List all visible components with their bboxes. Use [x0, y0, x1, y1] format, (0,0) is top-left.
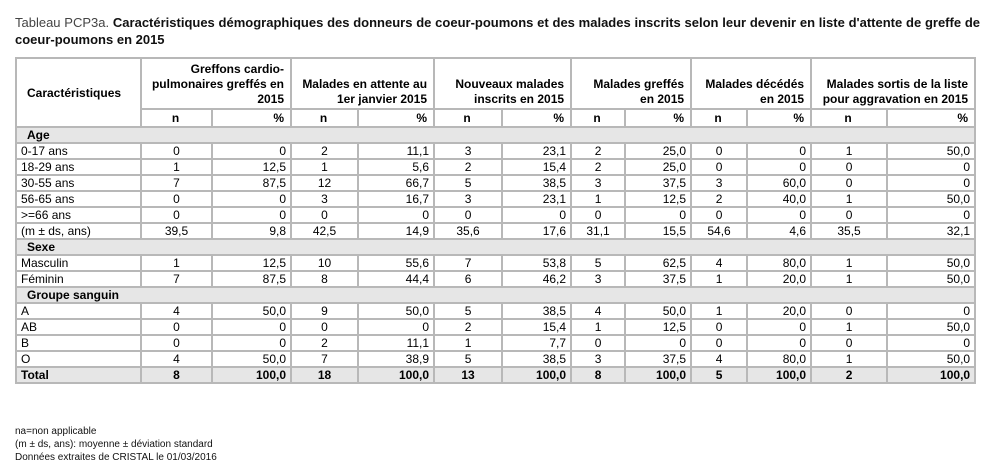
cell-n: 4: [141, 351, 212, 367]
cell-n: 1: [811, 143, 887, 159]
table-row: [16, 255, 975, 271]
cell-percent: 0: [887, 335, 975, 351]
cell-n: 35,6: [434, 223, 502, 239]
cell-n: 2: [811, 367, 887, 383]
section-title: Groupe sanguin: [16, 287, 975, 303]
cell-n: 8: [291, 271, 358, 287]
cell-percent: 0: [212, 191, 291, 207]
cell-n: 18: [291, 367, 358, 383]
cell-percent: 50,0: [212, 303, 291, 319]
cell-percent: 7,7: [502, 335, 571, 351]
cell-percent: 0: [212, 335, 291, 351]
cell-n: 0: [811, 335, 887, 351]
row-label: A: [16, 303, 141, 319]
cell-percent: 12,5: [212, 255, 291, 271]
cell-percent: 37,5: [625, 351, 691, 367]
cell-percent: 0: [212, 319, 291, 335]
row-label: Total: [16, 367, 141, 383]
cell-n: 0: [141, 143, 212, 159]
cell-percent: 80,0: [747, 351, 811, 367]
cell-percent: 100,0: [502, 367, 571, 383]
cell-n: 8: [141, 367, 212, 383]
cell-percent: 12,5: [625, 319, 691, 335]
subheader-n: n: [434, 109, 502, 127]
table-row: [16, 271, 975, 287]
header-group: Nouveaux malades inscrits en 2015: [434, 58, 571, 109]
cell-n: 5: [571, 255, 625, 271]
cell-n: 7: [141, 175, 212, 191]
row-label: 18-29 ans: [16, 159, 141, 175]
cell-n: 3: [571, 175, 625, 191]
cell-n: 10: [291, 255, 358, 271]
cell-percent: 0: [358, 207, 434, 223]
cell-percent: 12,5: [212, 159, 291, 175]
cell-n: 2: [691, 191, 747, 207]
cell-n: 7: [291, 351, 358, 367]
cell-n: 9: [291, 303, 358, 319]
cell-n: 1: [811, 255, 887, 271]
cell-percent: 15,4: [502, 319, 571, 335]
cell-n: 1: [811, 191, 887, 207]
cell-percent: 80,0: [747, 255, 811, 271]
cell-n: 0: [811, 159, 887, 175]
row-label: O: [16, 351, 141, 367]
cell-percent: 0: [747, 207, 811, 223]
header-group: Malades sortis de la liste pour aggravation en 2015: [811, 58, 975, 109]
row-label: 30-55 ans: [16, 175, 141, 191]
cell-percent: 100,0: [747, 367, 811, 383]
cell-n: 12: [291, 175, 358, 191]
cell-percent: 50,0: [358, 303, 434, 319]
cell-n: 3: [691, 175, 747, 191]
cell-n: 4: [691, 351, 747, 367]
cell-n: 5: [434, 351, 502, 367]
cell-percent: 0: [212, 207, 291, 223]
cell-percent: 25,0: [625, 159, 691, 175]
cell-percent: 50,0: [887, 191, 975, 207]
cell-n: 39,5: [141, 223, 212, 239]
cell-percent: 12,5: [625, 191, 691, 207]
section-row: [16, 287, 975, 303]
cell-n: 0: [811, 303, 887, 319]
cell-n: 0: [811, 175, 887, 191]
header-row: [16, 58, 975, 109]
cell-percent: 11,1: [358, 143, 434, 159]
subheader-n: n: [291, 109, 358, 127]
cell-n: 35,5: [811, 223, 887, 239]
cell-n: 5: [434, 303, 502, 319]
section-row: [16, 127, 975, 143]
cell-percent: 38,5: [502, 351, 571, 367]
cell-percent: 100,0: [212, 367, 291, 383]
cell-n: 2: [571, 143, 625, 159]
subheader-percent: %: [625, 109, 691, 127]
footnote: Données extraites de CRISTAL le 01/03/2016: [15, 452, 217, 463]
cell-percent: 20,0: [747, 271, 811, 287]
cell-n: 0: [691, 335, 747, 351]
subheader-percent: %: [212, 109, 291, 127]
subheader-n: n: [691, 109, 747, 127]
subheader-percent: %: [747, 109, 811, 127]
cell-n: 0: [141, 191, 212, 207]
cell-n: 3: [291, 191, 358, 207]
header-group: Malades greffés en 2015: [571, 58, 691, 109]
cell-percent: 23,1: [502, 191, 571, 207]
cell-n: 1: [141, 255, 212, 271]
subheader-n: n: [141, 109, 212, 127]
cell-n: 2: [434, 319, 502, 335]
cell-percent: 0: [887, 303, 975, 319]
cell-n: 0: [691, 159, 747, 175]
cell-percent: 40,0: [747, 191, 811, 207]
cell-percent: 66,7: [358, 175, 434, 191]
cell-percent: 87,5: [212, 271, 291, 287]
cell-percent: 38,9: [358, 351, 434, 367]
cell-n: 8: [571, 367, 625, 383]
cell-n: 5: [691, 367, 747, 383]
table-row: [16, 207, 975, 223]
cell-percent: 100,0: [358, 367, 434, 383]
cell-n: 6: [434, 271, 502, 287]
cell-percent: 50,0: [887, 319, 975, 335]
cell-n: 2: [571, 159, 625, 175]
cell-n: 0: [141, 319, 212, 335]
row-label: B: [16, 335, 141, 351]
section-row: [16, 239, 975, 255]
cell-percent: 37,5: [625, 271, 691, 287]
cell-percent: 17,6: [502, 223, 571, 239]
cell-percent: 60,0: [747, 175, 811, 191]
cell-percent: 37,5: [625, 175, 691, 191]
cell-n: 3: [434, 191, 502, 207]
table-row: [16, 335, 975, 351]
cell-n: 1: [291, 159, 358, 175]
cell-percent: 20,0: [747, 303, 811, 319]
table-row: [16, 351, 975, 367]
cell-percent: 0: [502, 207, 571, 223]
cell-n: 3: [571, 271, 625, 287]
cell-percent: 50,0: [212, 351, 291, 367]
cell-percent: 44,4: [358, 271, 434, 287]
row-label: >=66 ans: [16, 207, 141, 223]
cell-percent: 11,1: [358, 335, 434, 351]
cell-percent: 16,7: [358, 191, 434, 207]
cell-percent: 32,1: [887, 223, 975, 239]
cell-percent: 9,8: [212, 223, 291, 239]
cell-percent: 0: [887, 159, 975, 175]
cell-n: 1: [811, 351, 887, 367]
cell-percent: 50,0: [887, 255, 975, 271]
section-title: Age: [16, 127, 975, 143]
cell-percent: 38,5: [502, 303, 571, 319]
cell-n: 4: [141, 303, 212, 319]
header-group: Malades décédés en 2015: [691, 58, 811, 109]
cell-n: 1: [691, 303, 747, 319]
cell-percent: 100,0: [625, 367, 691, 383]
row-label: (m ± ds, ans): [16, 223, 141, 239]
section-title: Sexe: [16, 239, 975, 255]
cell-percent: 53,8: [502, 255, 571, 271]
cell-percent: 50,0: [887, 143, 975, 159]
cell-percent: 0: [625, 335, 691, 351]
subheader-row: [16, 109, 975, 127]
subheader-percent: %: [887, 109, 975, 127]
cell-n: 2: [434, 159, 502, 175]
row-label: Féminin: [16, 271, 141, 287]
table-title: [15, 14, 980, 48]
cell-percent: 0: [747, 335, 811, 351]
cell-percent: 14,9: [358, 223, 434, 239]
cell-n: 1: [811, 271, 887, 287]
table-number: Tableau PCP3a.: [15, 15, 110, 30]
cell-n: 0: [691, 319, 747, 335]
cell-n: 1: [571, 191, 625, 207]
table-row: [16, 303, 975, 319]
cell-percent: 0: [212, 143, 291, 159]
cell-percent: 5,6: [358, 159, 434, 175]
cell-n: 4: [691, 255, 747, 271]
cell-percent: 50,0: [887, 271, 975, 287]
cell-n: 0: [691, 143, 747, 159]
subheader-n: n: [811, 109, 887, 127]
total-row: [16, 367, 975, 383]
cell-n: 31,1: [571, 223, 625, 239]
cell-percent: 15,5: [625, 223, 691, 239]
cell-n: 1: [571, 319, 625, 335]
cell-percent: 0: [747, 143, 811, 159]
cell-n: 54,6: [691, 223, 747, 239]
table-row: [16, 143, 975, 159]
cell-n: 4: [571, 303, 625, 319]
cell-percent: 15,4: [502, 159, 571, 175]
cell-n: 3: [434, 143, 502, 159]
cell-percent: 0: [747, 319, 811, 335]
table-row: [16, 159, 975, 175]
cell-percent: 62,5: [625, 255, 691, 271]
cell-percent: 0: [358, 319, 434, 335]
row-label: 0-17 ans: [16, 143, 141, 159]
cell-n: 0: [811, 207, 887, 223]
cell-percent: 0: [747, 159, 811, 175]
table-row: [16, 223, 975, 239]
cell-percent: 0: [625, 207, 691, 223]
table-caption: Caractéristiques démographiques des donneurs de coeur-poumons et des malades inscrits selon leur devenir en liste d'attente de greffe de coeur-poumons en 2015: [15, 15, 981, 47]
cell-n: 42,5: [291, 223, 358, 239]
subheader-percent: %: [358, 109, 434, 127]
data-table: [15, 57, 976, 384]
cell-percent: 38,5: [502, 175, 571, 191]
cell-n: 1: [811, 319, 887, 335]
footnote: na=non applicable: [15, 426, 97, 437]
cell-n: 0: [691, 207, 747, 223]
cell-n: 0: [141, 335, 212, 351]
cell-n: 1: [434, 335, 502, 351]
cell-percent: 0: [887, 175, 975, 191]
table-row: [16, 175, 975, 191]
cell-n: 0: [571, 207, 625, 223]
header-group: Greffons cardio-pulmonaires greffés en 2015: [141, 58, 291, 109]
cell-n: 0: [291, 207, 358, 223]
cell-n: 13: [434, 367, 502, 383]
row-label: AB: [16, 319, 141, 335]
cell-percent: 55,6: [358, 255, 434, 271]
row-label: 56-65 ans: [16, 191, 141, 207]
cell-percent: 87,5: [212, 175, 291, 191]
cell-n: 2: [291, 143, 358, 159]
table-row: [16, 191, 975, 207]
cell-percent: 46,2: [502, 271, 571, 287]
cell-n: 0: [434, 207, 502, 223]
cell-percent: 0: [887, 207, 975, 223]
cell-percent: 50,0: [887, 351, 975, 367]
cell-n: 5: [434, 175, 502, 191]
header-caracteristiques: Caractéristiques: [16, 58, 141, 127]
header-group: Malades en attente au 1er janvier 2015: [291, 58, 434, 109]
footnote: (m ± ds, ans): moyenne ± déviation standard: [15, 439, 213, 450]
cell-percent: 100,0: [887, 367, 975, 383]
cell-n: 0: [571, 335, 625, 351]
cell-n: 7: [141, 271, 212, 287]
subheader-n: n: [571, 109, 625, 127]
cell-percent: 23,1: [502, 143, 571, 159]
cell-n: 0: [141, 207, 212, 223]
cell-n: 1: [141, 159, 212, 175]
cell-n: 2: [291, 335, 358, 351]
row-label: Masculin: [16, 255, 141, 271]
cell-percent: 25,0: [625, 143, 691, 159]
cell-n: 3: [571, 351, 625, 367]
cell-percent: 4,6: [747, 223, 811, 239]
cell-n: 0: [291, 319, 358, 335]
subheader-percent: %: [502, 109, 571, 127]
footnotes: [15, 425, 217, 464]
cell-n: 7: [434, 255, 502, 271]
table-row: [16, 319, 975, 335]
cell-percent: 50,0: [625, 303, 691, 319]
cell-n: 1: [691, 271, 747, 287]
